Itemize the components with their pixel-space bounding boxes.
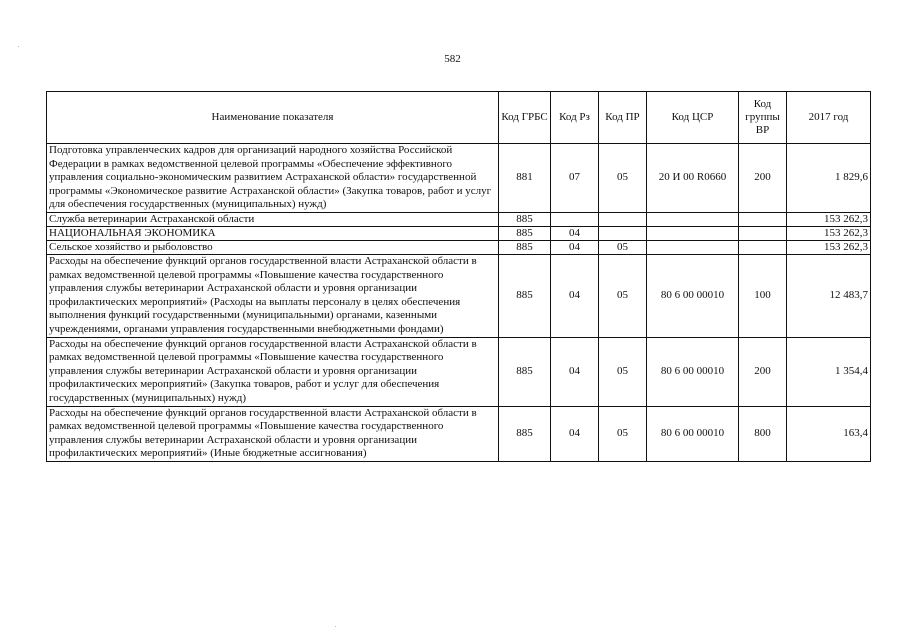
row-name: Расходы на обеспечение функций органов государственной власти Астраханской области в рамках ведомственной целевой программы «Повышение качества государственного управления службы ветеринарии Астраханской области и уровня организации профилактических мероприятий» (Закупка товаров, работ и услуг для обеспечения государственных (муниципальных) нужд): [47, 337, 499, 406]
row-grbs: 885: [499, 240, 551, 254]
row-grbs: 885: [499, 337, 551, 406]
row-pr: [599, 226, 647, 240]
row-csr: [647, 212, 739, 226]
row-vr: 100: [739, 254, 787, 337]
row-name: Подготовка управленческих кадров для организаций народного хозяйства Российской Федерации в рамках ведомственной целевой программы «Обеспечение эффективного управления социально-экономическим развитием Астраханской области» государственной программы «Экономическое развитие Астраханской области» (Закупка товаров, работ и услуг для обеспечения государственных (муниципальных) нужд): [47, 144, 499, 213]
header-name: Наименование показателя: [47, 92, 499, 144]
row-csr: 20 И 00 R0660: [647, 144, 739, 213]
table-row: [47, 144, 871, 213]
row-rz: 04: [551, 240, 599, 254]
table-row: [47, 240, 871, 254]
row-amount: 163,4: [787, 406, 871, 461]
row-grbs: 885: [499, 212, 551, 226]
row-vr: 200: [739, 144, 787, 213]
row-rz: 07: [551, 144, 599, 213]
row-vr: [739, 240, 787, 254]
row-rz: 04: [551, 226, 599, 240]
row-vr: [739, 212, 787, 226]
row-grbs: 885: [499, 254, 551, 337]
table-row: [47, 254, 871, 337]
row-grbs: 885: [499, 406, 551, 461]
row-rz: 04: [551, 337, 599, 406]
row-pr: [599, 212, 647, 226]
header-vr: Код группы ВР: [739, 92, 787, 144]
row-csr: 80 6 00 00010: [647, 406, 739, 461]
row-amount: 153 262,3: [787, 212, 871, 226]
row-csr: 80 6 00 00010: [647, 337, 739, 406]
header-pr: Код ПР: [599, 92, 647, 144]
row-grbs: 881: [499, 144, 551, 213]
table-header-row: [47, 92, 871, 144]
row-csr: 80 6 00 00010: [647, 254, 739, 337]
row-rz: 04: [551, 254, 599, 337]
row-pr: 05: [599, 406, 647, 461]
header-grbs: Код ГРБС: [499, 92, 551, 144]
row-amount: 153 262,3: [787, 226, 871, 240]
row-amount: 153 262,3: [787, 240, 871, 254]
row-name: НАЦИОНАЛЬНАЯ ЭКОНОМИКА: [47, 226, 499, 240]
row-vr: [739, 226, 787, 240]
row-name: Служба ветеринарии Астраханской области: [47, 212, 499, 226]
row-vr: 200: [739, 337, 787, 406]
row-amount: 1 354,4: [787, 337, 871, 406]
table-row: [47, 212, 871, 226]
row-vr: 800: [739, 406, 787, 461]
row-pr: 05: [599, 254, 647, 337]
header-rz: Код Рз: [551, 92, 599, 144]
row-name: Расходы на обеспечение функций органов государственной власти Астраханской области в рамках ведомственной целевой программы «Повышение качества государственного управления службы ветеринарии Астраханской области и уровня организации профилактических мероприятий» (Иные бюджетные ассигнования): [47, 406, 499, 461]
budget-table: [46, 91, 871, 462]
scan-speck: [18, 46, 19, 47]
row-name: Расходы на обеспечение функций органов государственной власти Астраханской области в рамках ведомственной целевой программы «Повышение качества государственного управления службы ветеринарии Астраханской области и уровня организации профилактических мероприятий» (Расходы на выплаты персоналу в целях обеспечения выполнения функций государственными (муниципальными) органами, казенными учреждениями, органами управления государственными внебюджетными фондами): [47, 254, 499, 337]
table-row: [47, 337, 871, 406]
row-grbs: 885: [499, 226, 551, 240]
table-row: [47, 406, 871, 461]
row-csr: [647, 226, 739, 240]
page-number: 582: [444, 53, 461, 65]
row-amount: 1 829,6: [787, 144, 871, 213]
row-rz: 04: [551, 406, 599, 461]
row-amount: 12 483,7: [787, 254, 871, 337]
row-csr: [647, 240, 739, 254]
row-pr: 05: [599, 337, 647, 406]
table-row: [47, 226, 871, 240]
row-name: Сельское хозяйство и рыболовство: [47, 240, 499, 254]
row-pr: 05: [599, 240, 647, 254]
scan-speck: [335, 626, 336, 627]
row-rz: [551, 212, 599, 226]
header-csr: Код ЦСР: [647, 92, 739, 144]
header-year: 2017 год: [787, 92, 871, 144]
row-pr: 05: [599, 144, 647, 213]
